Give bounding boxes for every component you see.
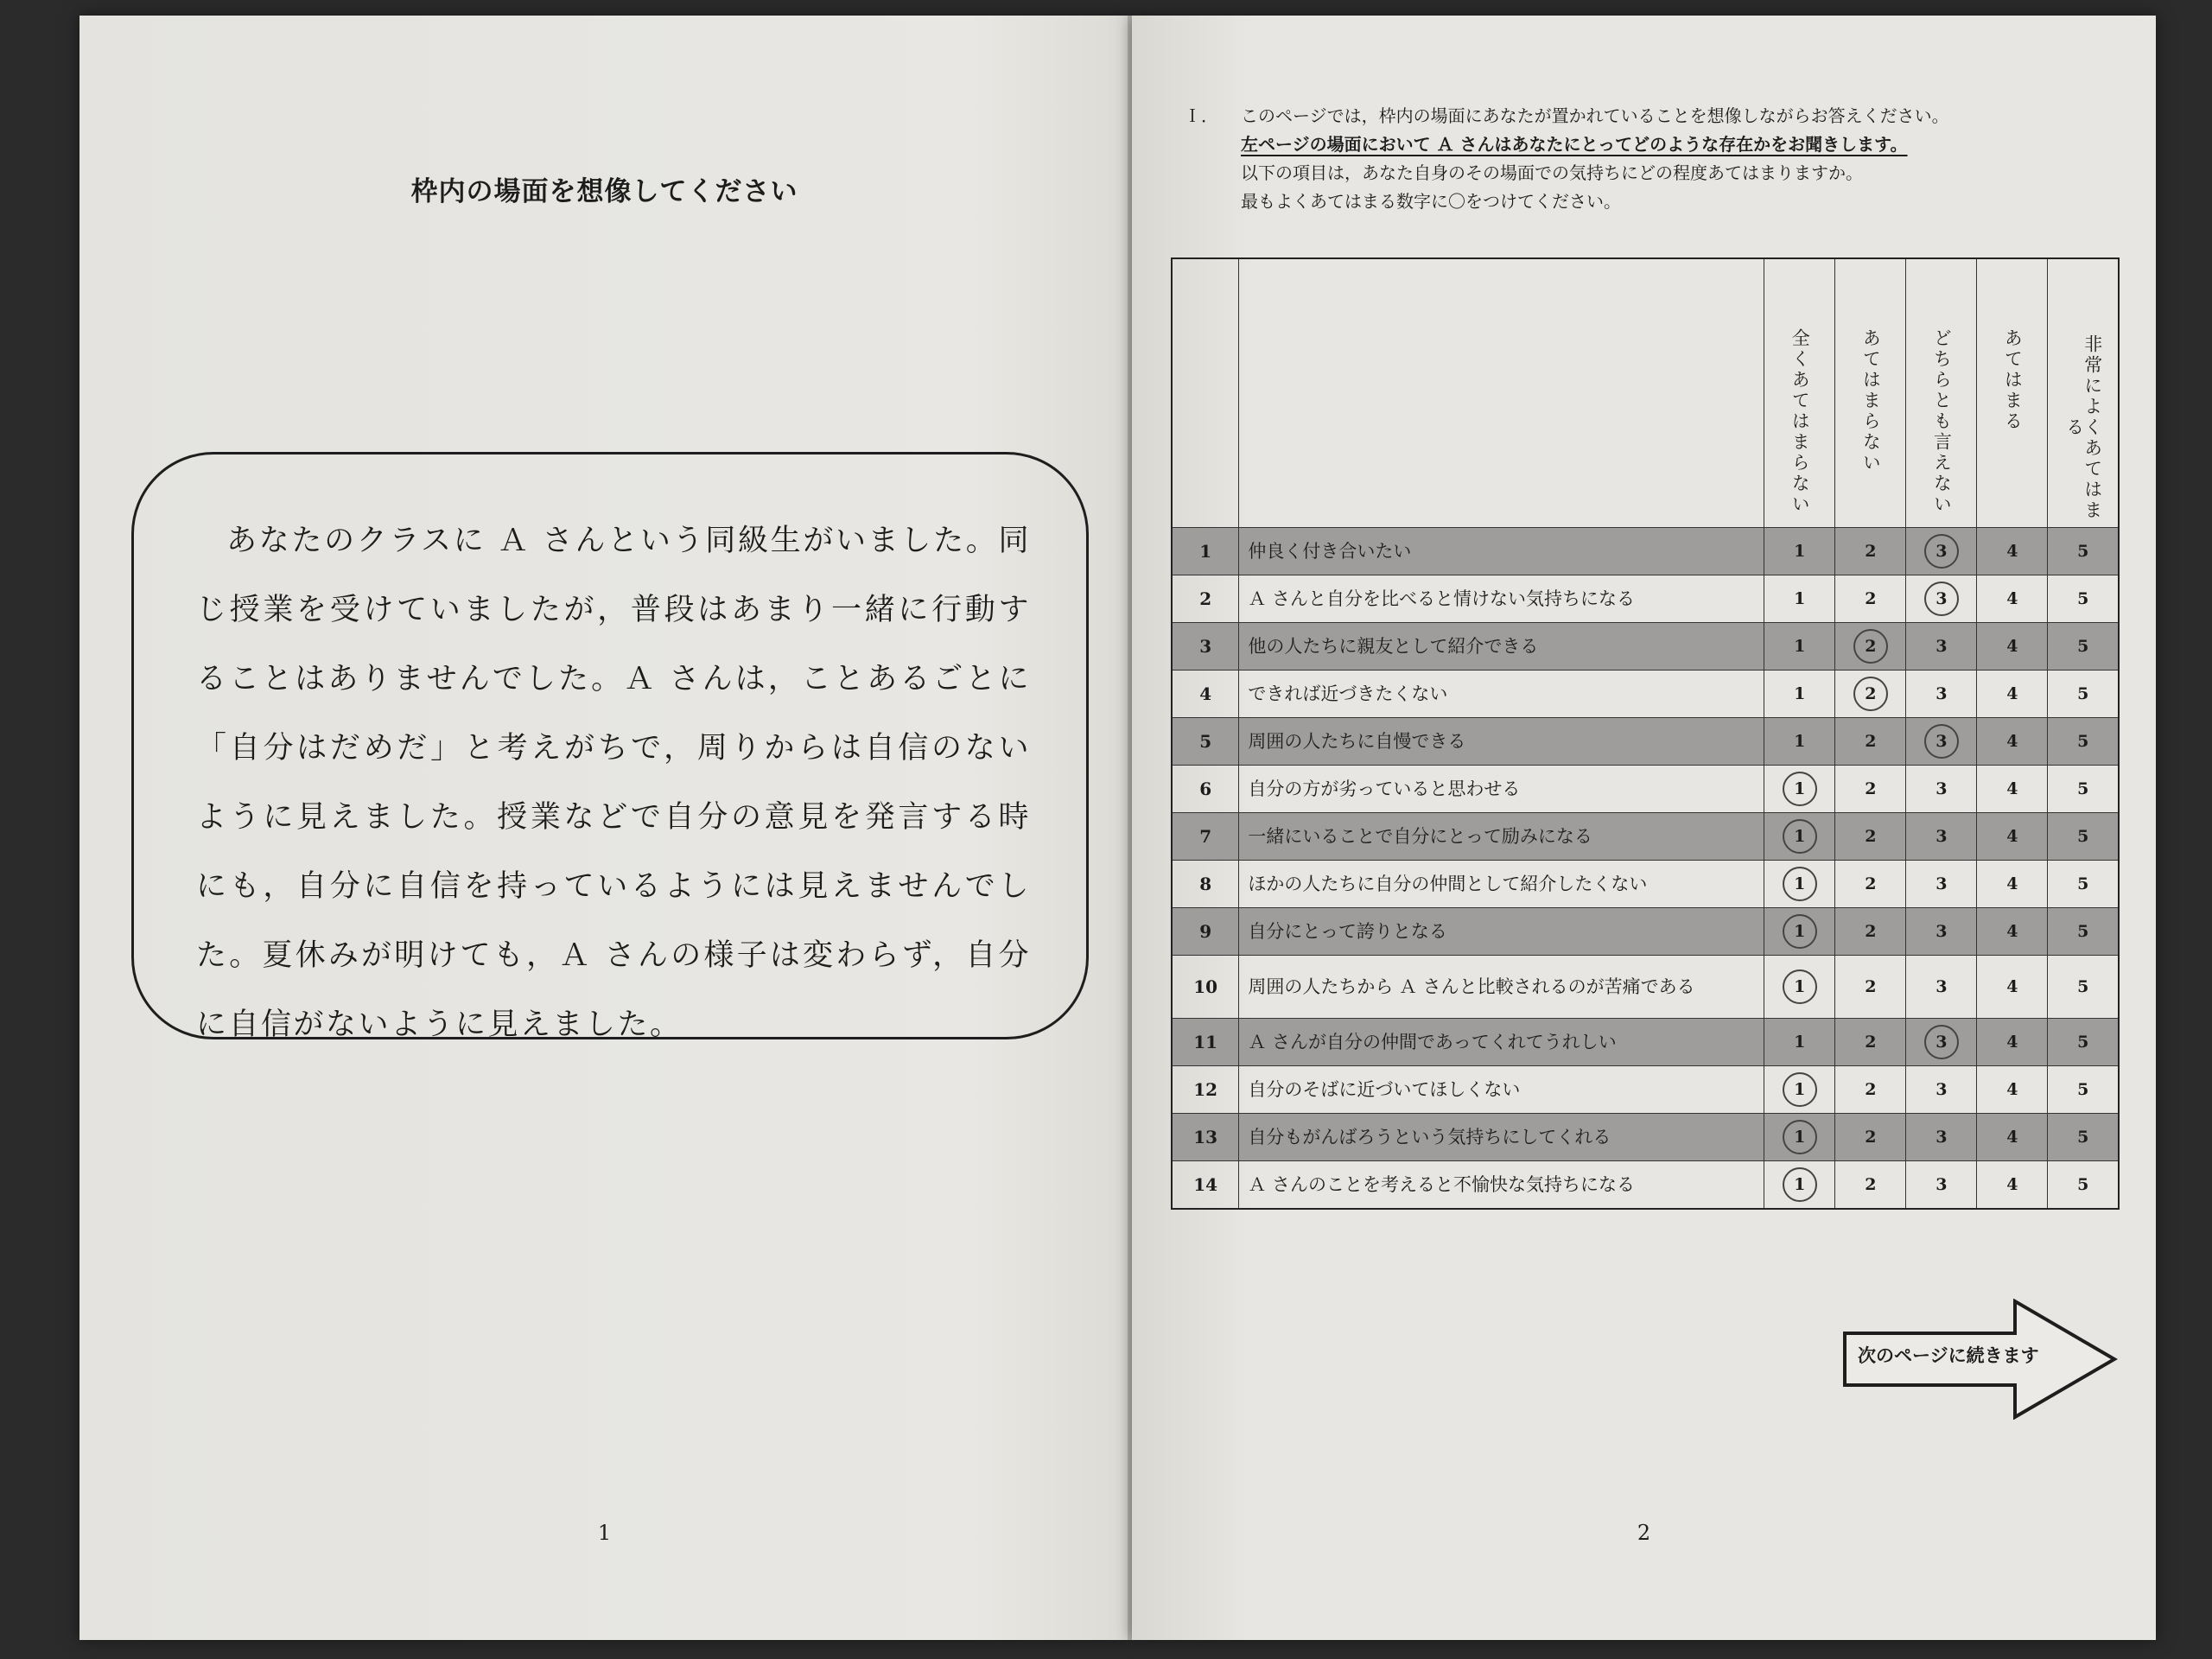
item-number: 8: [1172, 861, 1239, 908]
circled-option: 1: [1783, 819, 1817, 854]
scale-header-3: どちらとも言えない: [1906, 258, 1977, 528]
option-cell[interactable]: [1906, 671, 1977, 718]
item-number: 11: [1172, 1019, 1239, 1066]
option-value: 3: [1936, 637, 1948, 656]
option-value: 4: [2006, 827, 2018, 846]
option-value: 5: [2077, 1175, 2089, 1194]
option-value: 2: [1865, 827, 1877, 846]
option-value: 4: [2006, 1175, 2018, 1194]
option-cell[interactable]: [2048, 1019, 2119, 1066]
option-value: 4: [2006, 684, 2018, 703]
option-value: 5: [2077, 779, 2089, 798]
option-value: 2: [1865, 922, 1877, 941]
continue-label: 次のページに続きます: [1858, 1345, 2039, 1366]
option-cell[interactable]: [1764, 861, 1835, 908]
option-value: 3: [1936, 1175, 1948, 1194]
item-text: 自分にとって誇りとなる: [1239, 908, 1764, 956]
option-cell[interactable]: [1977, 1161, 2048, 1210]
table-row: [1172, 575, 2119, 623]
table-row: [1172, 671, 2119, 718]
option-cell[interactable]: [1906, 813, 1977, 861]
option-cell[interactable]: [1977, 528, 2048, 575]
table-row: [1172, 718, 2119, 766]
circled-option: 3: [1924, 724, 1959, 759]
option-cell[interactable]: [1906, 956, 1977, 1019]
option-cell[interactable]: [1835, 813, 1906, 861]
item-text: 周囲の人たちから Ａ さんと比較されるのが苦痛である: [1239, 956, 1764, 1019]
option-cell[interactable]: [2048, 718, 2119, 766]
option-cell[interactable]: [2048, 956, 2119, 1019]
option-cell[interactable]: [1764, 575, 1835, 623]
option-value: 4: [2006, 779, 2018, 798]
option-value: 4: [2006, 874, 2018, 893]
table-row: [1172, 1019, 2119, 1066]
item-text: 一緒にいることで自分にとって励みになる: [1239, 813, 1764, 861]
item-text: ほかの人たちに自分の仲間として紹介したくない: [1239, 861, 1764, 908]
option-cell[interactable]: [1835, 528, 1906, 575]
section-number: Ｉ．: [1184, 105, 1218, 126]
rating-scale-table: [1171, 257, 2120, 1210]
item-number: 13: [1172, 1114, 1239, 1161]
table-row: [1172, 766, 2119, 813]
option-cell[interactable]: [1764, 766, 1835, 813]
option-cell[interactable]: [1977, 1066, 2048, 1114]
left-page-title: 枠内の場面を想像してください: [410, 176, 798, 207]
option-cell[interactable]: [1977, 575, 2048, 623]
option-cell[interactable]: [1835, 575, 1906, 623]
scale-header-4: あてはまる: [1977, 258, 2048, 528]
option-cell[interactable]: [2048, 1114, 2119, 1161]
option-cell[interactable]: [1764, 1019, 1835, 1066]
option-cell[interactable]: [1835, 908, 1906, 956]
circled-option: 1: [1783, 914, 1817, 949]
option-value: 2: [1865, 1128, 1877, 1147]
item-text: Ａ さんのことを考えると不愉快な気持ちになる: [1239, 1161, 1764, 1210]
item-text: 自分もがんばろうという気持ちにしてくれる: [1239, 1114, 1764, 1161]
scenario-box: [131, 452, 1089, 1042]
option-cell[interactable]: [1906, 861, 1977, 908]
right-page: [1132, 16, 2156, 1640]
option-cell[interactable]: [1906, 718, 1977, 766]
option-cell[interactable]: [1977, 908, 2048, 956]
option-cell[interactable]: [1835, 1019, 1906, 1066]
instruction-line-2: 左ページの場面において Ａ さんはあなたにとってどのような存在かをお聞きします。: [1241, 134, 1908, 155]
option-value: 4: [2006, 1033, 2018, 1052]
circled-option: 3: [1924, 1025, 1959, 1059]
option-cell[interactable]: [1906, 1161, 1977, 1210]
option-cell[interactable]: [2048, 1161, 2119, 1210]
option-cell[interactable]: [1906, 623, 1977, 671]
option-cell[interactable]: [1764, 956, 1835, 1019]
item-number: 12: [1172, 1066, 1239, 1114]
circled-option: 1: [1783, 1167, 1817, 1202]
option-value: 4: [2006, 637, 2018, 656]
option-value: 4: [2006, 1080, 2018, 1099]
circled-option: 1: [1783, 1072, 1817, 1107]
circled-option: 1: [1783, 772, 1817, 806]
item-number: 4: [1172, 671, 1239, 718]
option-value: 2: [1865, 732, 1877, 751]
option-cell[interactable]: [2048, 528, 2119, 575]
option-value: 5: [2077, 637, 2089, 656]
option-cell[interactable]: [1835, 671, 1906, 718]
item-number: 1: [1172, 528, 1239, 575]
option-value: 4: [2006, 542, 2018, 561]
option-cell[interactable]: [2048, 575, 2119, 623]
option-value: 1: [1794, 637, 1806, 656]
circled-option: 3: [1924, 534, 1959, 569]
option-cell[interactable]: [1906, 575, 1977, 623]
option-cell[interactable]: [1906, 1066, 1977, 1114]
page-number-left: 1: [597, 1521, 612, 1545]
item-number: 3: [1172, 623, 1239, 671]
page-number-right: 2: [1637, 1521, 1651, 1545]
option-value: 3: [1936, 684, 1948, 703]
option-cell[interactable]: [1835, 1161, 1906, 1210]
option-cell[interactable]: [1977, 766, 2048, 813]
option-cell[interactable]: [1764, 528, 1835, 575]
option-cell[interactable]: [1835, 1066, 1906, 1114]
option-cell[interactable]: [2048, 861, 2119, 908]
option-cell[interactable]: [1835, 718, 1906, 766]
option-cell[interactable]: [1977, 623, 2048, 671]
option-value: 2: [1865, 542, 1877, 561]
instructions: [1184, 102, 2134, 216]
option-value: 1: [1794, 542, 1806, 561]
option-value: 5: [2077, 922, 2089, 941]
option-value: 3: [1936, 922, 1948, 941]
option-value: 5: [2077, 732, 2089, 751]
item-text: 周囲の人たちに自慢できる: [1239, 718, 1764, 766]
option-cell[interactable]: [1906, 908, 1977, 956]
option-value: 5: [2077, 1033, 2089, 1052]
option-value: 3: [1936, 874, 1948, 893]
option-cell[interactable]: [1977, 1019, 2048, 1066]
circled-option: 2: [1853, 677, 1888, 711]
table-row: [1172, 1114, 2119, 1161]
option-cell[interactable]: [1835, 766, 1906, 813]
option-value: 1: [1794, 1033, 1806, 1052]
item-text: 自分のそばに近づいてほしくない: [1239, 1066, 1764, 1114]
option-value: 3: [1936, 779, 1948, 798]
table-row: [1172, 813, 2119, 861]
option-value: 1: [1794, 732, 1806, 751]
option-value: 1: [1794, 684, 1806, 703]
circled-option: 3: [1924, 582, 1959, 616]
item-text: 自分の方が劣っていると思わせる: [1239, 766, 1764, 813]
option-cell[interactable]: [2048, 766, 2119, 813]
option-value: 5: [2077, 542, 2089, 561]
table-row: [1172, 623, 2119, 671]
scale-header-row: [1172, 258, 2119, 528]
instruction-line-1: このページでは，枠内の場面にあなたが置かれていることを想像しながらお答えください。: [1241, 105, 1949, 126]
option-cell[interactable]: [2048, 1066, 2119, 1114]
table-row: [1172, 528, 2119, 575]
table-row: [1172, 1066, 2119, 1114]
option-value: 5: [2077, 1080, 2089, 1099]
item-text: 仲良く付き合いたい: [1239, 528, 1764, 575]
option-value: 2: [1865, 779, 1877, 798]
scenario-text: あなたのクラスに Ａ さんという同級生がいました。同じ授業を受けていましたが，普段はあまり一緒に行動することはありませんでした。Ａ さんは，ことあるごとに「自分はだめだ」と考えがちで，周りからは自信のないように見えました。授業などで自分の意見を発言する時にも，自分に自信を持っているようには見えませんでした。夏休みが明けても，Ａ さんの様子は変わらず，自分に自信がないように見えました。: [196, 524, 1032, 1042]
item-number: 2: [1172, 575, 1239, 623]
next-page-arrow: [1842, 1299, 2119, 1420]
option-value: 2: [1865, 874, 1877, 893]
scale-header-2: あてはまらない: [1835, 258, 1906, 528]
option-value: 5: [2077, 977, 2089, 996]
option-cell[interactable]: [1764, 1161, 1835, 1210]
option-value: 2: [1865, 1175, 1877, 1194]
option-cell[interactable]: [1906, 766, 1977, 813]
option-cell[interactable]: [1835, 956, 1906, 1019]
left-page: [79, 16, 1129, 1640]
table-row: [1172, 1161, 2119, 1210]
item-number: 5: [1172, 718, 1239, 766]
option-cell[interactable]: [1977, 861, 2048, 908]
option-value: 5: [2077, 589, 2089, 608]
item-number: 6: [1172, 766, 1239, 813]
option-value: 4: [2006, 589, 2018, 608]
header-item-cell: [1239, 258, 1764, 528]
item-text: 他の人たちに親友として紹介できる: [1239, 623, 1764, 671]
option-value: 4: [2006, 922, 2018, 941]
item-number: 14: [1172, 1161, 1239, 1210]
option-cell[interactable]: [1835, 861, 1906, 908]
option-cell[interactable]: [1977, 671, 2048, 718]
option-cell[interactable]: [1906, 1114, 1977, 1161]
option-value: 5: [2077, 684, 2089, 703]
option-value: 4: [2006, 977, 2018, 996]
option-cell[interactable]: [1764, 908, 1835, 956]
option-value: 4: [2006, 732, 2018, 751]
item-number: 7: [1172, 813, 1239, 861]
option-cell[interactable]: [1977, 813, 2048, 861]
item-number: 10: [1172, 956, 1239, 1019]
option-value: 3: [1936, 1128, 1948, 1147]
table-row: [1172, 908, 2119, 956]
option-cell[interactable]: [1764, 1114, 1835, 1161]
option-cell[interactable]: [1977, 718, 2048, 766]
scale-header-5: 非常によくあてはまる: [2048, 258, 2119, 528]
table-row: [1172, 956, 2119, 1019]
circled-option: 1: [1783, 969, 1817, 1004]
item-number: 9: [1172, 908, 1239, 956]
option-cell[interactable]: [1906, 528, 1977, 575]
option-cell[interactable]: [1764, 671, 1835, 718]
option-value: 2: [1865, 1080, 1877, 1099]
option-value: 2: [1865, 1033, 1877, 1052]
option-value: 5: [2077, 874, 2089, 893]
option-cell[interactable]: [1906, 1019, 1977, 1066]
option-cell[interactable]: [1764, 718, 1835, 766]
option-value: 2: [1865, 589, 1877, 608]
scale-header-1: 全くあてはまらない: [1764, 258, 1835, 528]
option-cell[interactable]: [1764, 1066, 1835, 1114]
option-cell[interactable]: [1764, 813, 1835, 861]
item-text: できれば近づきたくない: [1239, 671, 1764, 718]
option-cell[interactable]: [1977, 1114, 2048, 1161]
option-value: 3: [1936, 977, 1948, 996]
option-value: 2: [1865, 977, 1877, 996]
option-cell[interactable]: [1835, 623, 1906, 671]
option-cell[interactable]: [2048, 813, 2119, 861]
option-value: 1: [1794, 589, 1806, 608]
circled-option: 1: [1783, 1120, 1817, 1154]
item-text: Ａ さんと自分を比べると情けない気持ちになる: [1239, 575, 1764, 623]
option-value: 5: [2077, 827, 2089, 846]
option-value: 4: [2006, 1128, 2018, 1147]
table-row: [1172, 861, 2119, 908]
option-cell[interactable]: [1835, 1114, 1906, 1161]
instruction-line-3: 以下の項目は，あなた自身のその場面での気持ちにどの程度あてはまりますか。: [1241, 162, 1863, 183]
option-cell[interactable]: [2048, 623, 2119, 671]
option-value: 5: [2077, 1128, 2089, 1147]
header-no-cell: [1172, 258, 1239, 528]
item-text: Ａ さんが自分の仲間であってくれてうれしい: [1239, 1019, 1764, 1066]
option-value: 3: [1936, 1080, 1948, 1099]
circled-option: 1: [1783, 867, 1817, 901]
option-cell[interactable]: [2048, 671, 2119, 718]
instruction-line-4: 最もよくあてはまる数字に〇をつけてください。: [1241, 191, 1621, 212]
option-cell[interactable]: [2048, 908, 2119, 956]
option-cell[interactable]: [1764, 623, 1835, 671]
option-cell[interactable]: [1977, 956, 2048, 1019]
option-value: 3: [1936, 827, 1948, 846]
circled-option: 2: [1853, 629, 1888, 664]
